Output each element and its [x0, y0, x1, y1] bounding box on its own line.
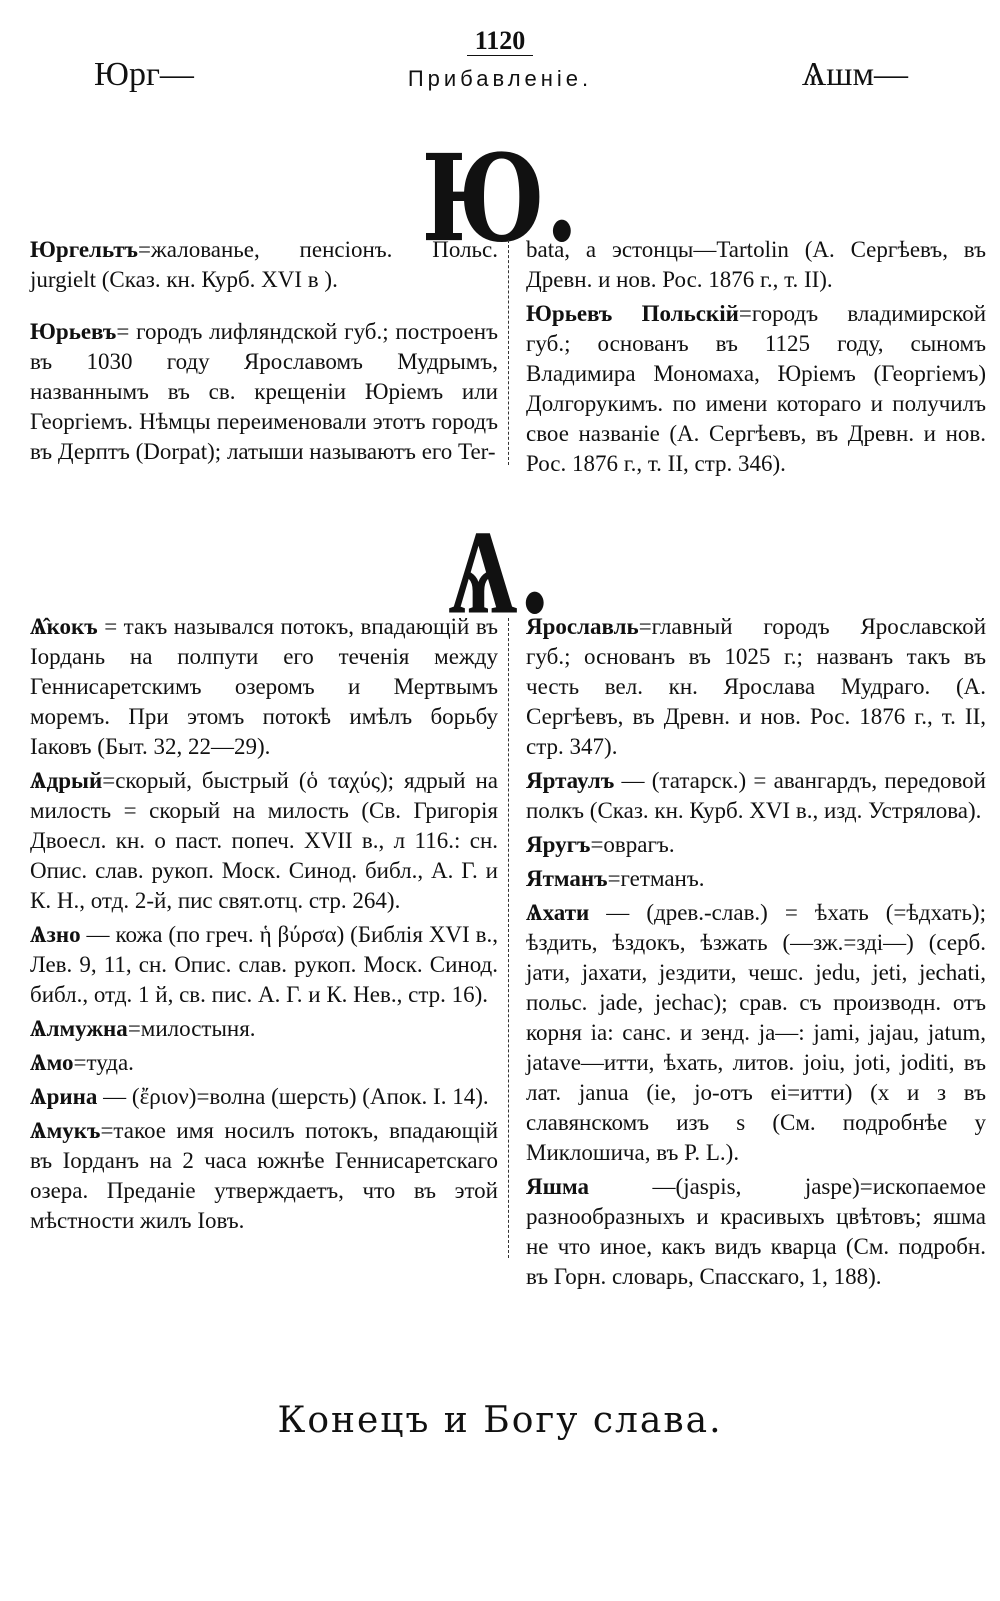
- entry-headword: Яшма: [526, 1174, 590, 1199]
- entry-headword: Ярославль: [526, 614, 639, 639]
- entry-text: =туда.: [73, 1050, 134, 1075]
- running-title: Прибавленіе.: [407, 66, 593, 91]
- yu-left-column: [30, 235, 498, 471]
- entry-headword: Ѧрина: [30, 1084, 98, 1109]
- entry-text: =такое имя носилъ потокъ, впадающій въ Іорданъ на 2 часа южнѣе Геннисаретскаго озера. Преданіе утверждаетъ, что въ этой мѣстности жилъ Іовъ.: [30, 1118, 498, 1233]
- entry: [30, 1116, 498, 1236]
- entry: [30, 1014, 498, 1044]
- entry: [526, 830, 986, 860]
- entry: [30, 920, 498, 1010]
- entry-text: = такъ назывался потокъ, впадающій въ Іордань на полпути его теченія между Геннисаретскимъ озеромъ и Мертвымъ моремъ. При этомъ потокѣ имѣлъ борьбу Іаковъ (Быт. 32, 22—29).: [30, 614, 498, 759]
- entry-text: =городъ владимирской губ.; основанъ въ 1125 году, сыномъ Владимира Мономаха, Юріемъ (Георгіемъ) Долгорукимъ. по имени котораго и получилъ свое названіе (А. Сергѣевъ, въ Древн. и нов. Рос. 1876 г., т. II, стр. 346).: [526, 301, 987, 476]
- entry-headword: Ятманъ: [526, 866, 608, 891]
- section-letter-yu: Ю.: [421, 128, 579, 270]
- entry-text: — (ἔριον)=волна (шерсть) (Апок. I. 14).: [97, 1084, 489, 1109]
- entry-text: bata, а эстонцы—Tartolin (А. Сергѣевъ, въ Древн. и нов. Рос. 1876 г., т. II).: [526, 237, 986, 292]
- colophon: Конецъ и Богу слава.: [277, 1400, 723, 1441]
- entry: [30, 317, 498, 467]
- entry-text: =гетманъ.: [607, 866, 705, 891]
- entry: [526, 898, 986, 1168]
- entry-text: =скорый, быстрый (ὁ ταχύς); ядрый на милость = скорый на милость (Св. Григорія Двоесл. кн. о паст. попеч. XVII в., л 116.: сн. Опис. слав. рукоп. Моск. Синод. библ., А. Г. и К. Н., отд. 2-й, пис свят.отц. стр. 264).: [30, 768, 498, 913]
- yu-right-column: [526, 235, 986, 483]
- column-divider: [508, 240, 509, 465]
- entry-text: — (татарск.) = авангардъ, передовой полкъ (Сказ. кн. Курб. XVI в., изд. Устрялова).: [526, 768, 986, 823]
- entry: [30, 235, 498, 295]
- entry-headword: Яртаулъ: [526, 768, 615, 793]
- entry-text: =главный городъ Ярославской губ.; основанъ въ 1025 г.; названъ такъ въ честь вел. кн. Ярослава Мудраго. (А. Сергѣевъ, въ Древн. и нов. Рос. 1876 г., т. II, стр. 347).: [526, 614, 986, 759]
- entry-headword: Ѧдрый: [30, 768, 103, 793]
- entry-text: — (древ.-слав.) = ѣхать (=ѣдхать); ѣздить, ѣздокъ, ѣзжать (—зж.=зді—) (серб. jати, jахати, jездити, чешс. jedu, jeti, jechati, польс. jade, jechac); срав. съ производн. отъ корня ia: санс. и зенд. ja—: jami, jajau, jatum, jatave—итти, ѣхать, литов. joiu, joti, joditi, въ лат. janua (ie, jo-отъ ei=итти) (x и з въ славянскомъ изъ s (См. подробнѣе у Миклошича, въ P. L.).: [526, 900, 986, 1165]
- entry: [526, 612, 986, 762]
- entry-headword: Ѧхати: [526, 900, 590, 925]
- entry-headword: Юрьевъ: [30, 319, 117, 344]
- entry-headword: Яругъ: [526, 832, 591, 857]
- entry-headword: Ѧлмужна: [30, 1016, 128, 1041]
- entry-headword: Юрьевъ Польскій: [526, 301, 739, 326]
- entry-text: =оврагъ.: [590, 832, 675, 857]
- entry: [526, 1172, 986, 1292]
- entry: [30, 766, 498, 916]
- page-number: 1120: [0, 26, 1000, 56]
- entry-headword: Ѧ̂кокъ: [30, 614, 98, 639]
- entry: [526, 299, 986, 479]
- column-divider: [508, 618, 509, 1258]
- guide-word-right: Ѧшм—: [801, 56, 908, 93]
- section-letter-ya: Ѧ.: [448, 500, 552, 642]
- entry-headword: Ѧмо: [30, 1050, 74, 1075]
- ya-right-column: [526, 612, 986, 1296]
- entry-text: — кожа (по греч. ἡ βύρσα) (Библія XVI в., Лев. 9, 11, сн. Опис. слав. рукоп. Моск. Синод. библ., отд. 1 й, св. пис. А. Г. и К. Нев., стр. 16).: [30, 922, 498, 1007]
- entry-text: =жалованье, пенсіонъ. Польс. jurgielt (Сказ. кн. Курб. XVI в ).: [30, 237, 498, 292]
- guide-word-left: Юрг—: [94, 56, 194, 93]
- entry-headword: Юргельтъ: [30, 237, 138, 262]
- entry-text: =милостыня.: [127, 1016, 256, 1041]
- entry: [30, 612, 498, 762]
- page-header: [0, 26, 1000, 96]
- entry-headword: Ѧзно: [30, 922, 81, 947]
- ya-left-column: [30, 612, 498, 1240]
- entry: [30, 1082, 498, 1112]
- entry: [526, 235, 986, 295]
- entry: [526, 766, 986, 826]
- entry: [30, 1048, 498, 1078]
- entry: [526, 864, 986, 894]
- entry-text: —(jaspis, jaspe)=ископаемое разнообразныхъ и красивыхъ цвѣтовъ; яшма не что иное, какъ видъ кварца (См. подробн. въ Горн. словарь, Спасскаго, 1, 188).: [526, 1174, 986, 1289]
- entry-text: = городъ лифляндской губ.; построенъ въ 1030 году Ярославомъ Мудрымъ, названнымъ въ св. крещеніи Юріемъ или Георгіемъ. Нѣмцы переименовали этотъ городъ въ Дерптъ (Dorpat); латыши называютъ его Ter-: [30, 319, 498, 464]
- entry-headword: Ѧмукъ: [30, 1118, 101, 1143]
